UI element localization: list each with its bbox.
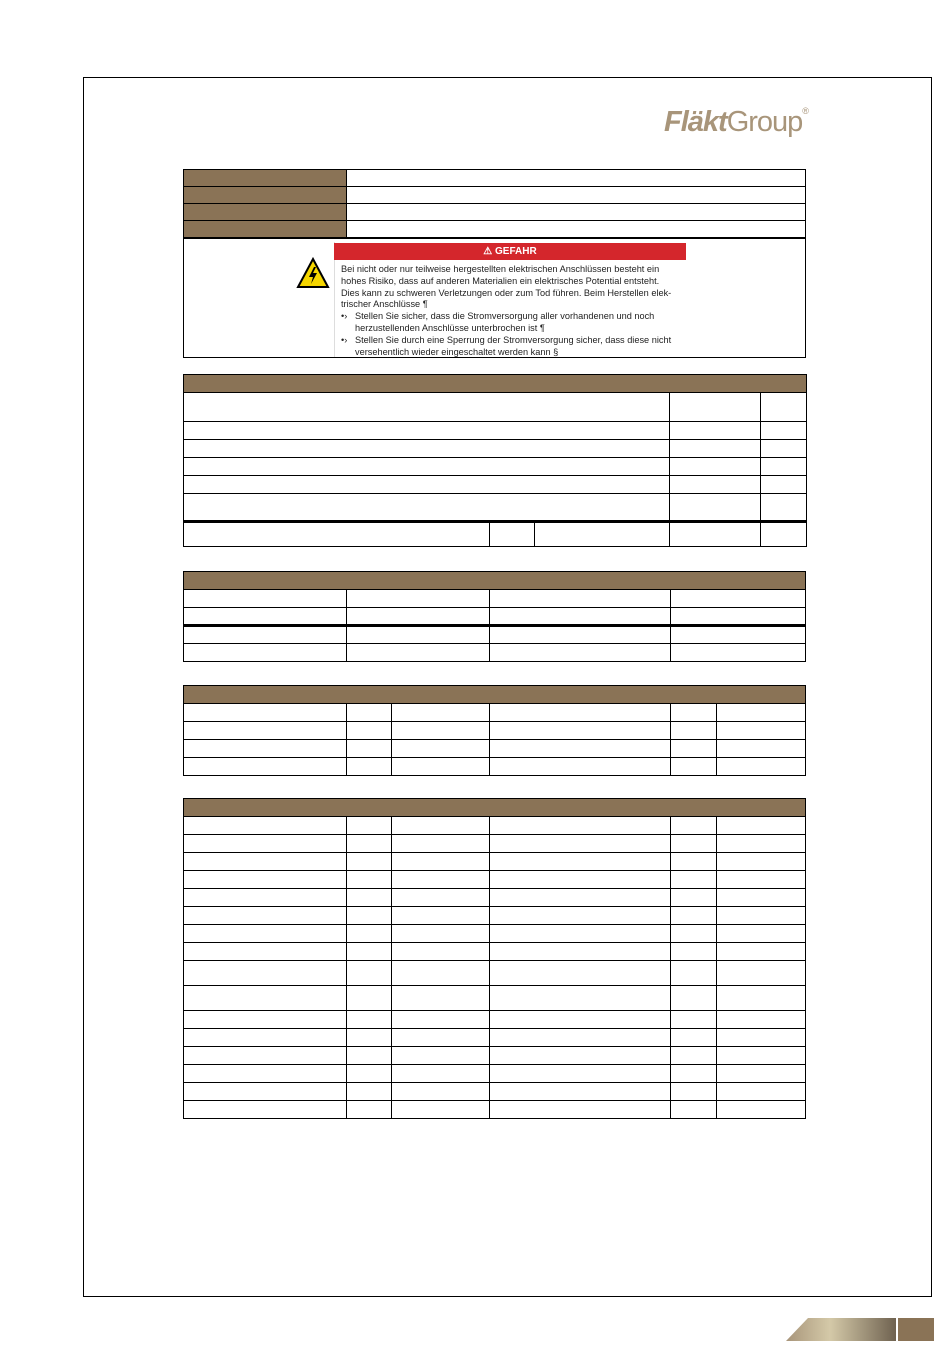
intro-line: trischer Anschlüsse ¶: [341, 299, 428, 310]
footer-corner-tab: [786, 1318, 896, 1341]
section-header: [184, 686, 806, 704]
intro-line: Bei nicht oder nur teilweise hergestellten elektrischen Anschlüssen besteht ein: [341, 264, 660, 274]
bullet-item: [341, 311, 691, 335]
arrow-icon: •›: [341, 334, 348, 345]
info-table: [183, 169, 806, 238]
table-row: [184, 644, 806, 662]
table-row: [184, 1011, 806, 1029]
table-row: [184, 393, 807, 422]
table-row: [184, 1047, 806, 1065]
table-row: [184, 704, 806, 722]
bullet-line: Stellen Sie sicher, dass die Stromversorgung aller vorhandenen und noch: [355, 311, 655, 322]
bullet-line: herzustellenden Anschlüsse unterbrochen ist ¶: [355, 322, 545, 333]
table-section-1: [183, 374, 807, 547]
table-row: [184, 1083, 806, 1101]
arrow-icon: •›: [341, 311, 348, 322]
table-row: [184, 943, 806, 961]
table-row: [184, 889, 806, 907]
table-section-2: [183, 571, 806, 662]
table-row: [184, 835, 806, 853]
intro-line: hohes Risiko, dass auf anderen Materialien ein elektrisches Potential entsteht.: [341, 275, 660, 286]
table-row: [184, 1029, 806, 1047]
table-section-3: [183, 685, 806, 776]
bullet-item: [341, 335, 691, 359]
table-row: [184, 740, 806, 758]
table-row: [184, 722, 806, 740]
table-row: [184, 961, 806, 986]
table-section-4: [183, 798, 806, 1119]
table-row: [184, 590, 806, 608]
section-header: [184, 375, 807, 393]
table-row: [184, 608, 806, 626]
section-header: [184, 572, 806, 590]
footer-page-box: [898, 1318, 934, 1341]
danger-banner: ⚠ GEFAHR: [334, 243, 686, 260]
bullet-line: Stellen Sie durch eine Sperrung der Stromversorgung sicher, dass diese nicht: [355, 334, 672, 345]
bullet-line: versehentlich wieder eingeschaltet werden kann §: [355, 346, 559, 357]
table-row: [184, 422, 807, 440]
section-header: [184, 799, 806, 817]
table-row: [184, 1101, 806, 1119]
table-row: [184, 476, 807, 494]
table-row: [184, 1065, 806, 1083]
table-row: [184, 817, 806, 835]
table-row: [184, 522, 807, 547]
table-row: [184, 871, 806, 889]
danger-text: [341, 264, 691, 358]
table-row: [184, 494, 807, 522]
table-row: [184, 440, 807, 458]
table-row: [184, 986, 806, 1011]
table-row: [184, 925, 806, 943]
danger-warning: [183, 238, 806, 358]
warning-icon-panel: [292, 242, 335, 357]
intro-line: Dies kann zu schweren Verletzungen oder zum Tod führen. Beim Herstellen elek-: [341, 287, 672, 298]
table-row: [184, 853, 806, 871]
electric-hazard-icon: [296, 257, 330, 289]
flaktgroup-logo: FläktGroup®: [664, 106, 808, 138]
table-row: [184, 458, 807, 476]
table-row: [184, 626, 806, 644]
table-row: [184, 907, 806, 925]
table-row: [184, 758, 806, 776]
